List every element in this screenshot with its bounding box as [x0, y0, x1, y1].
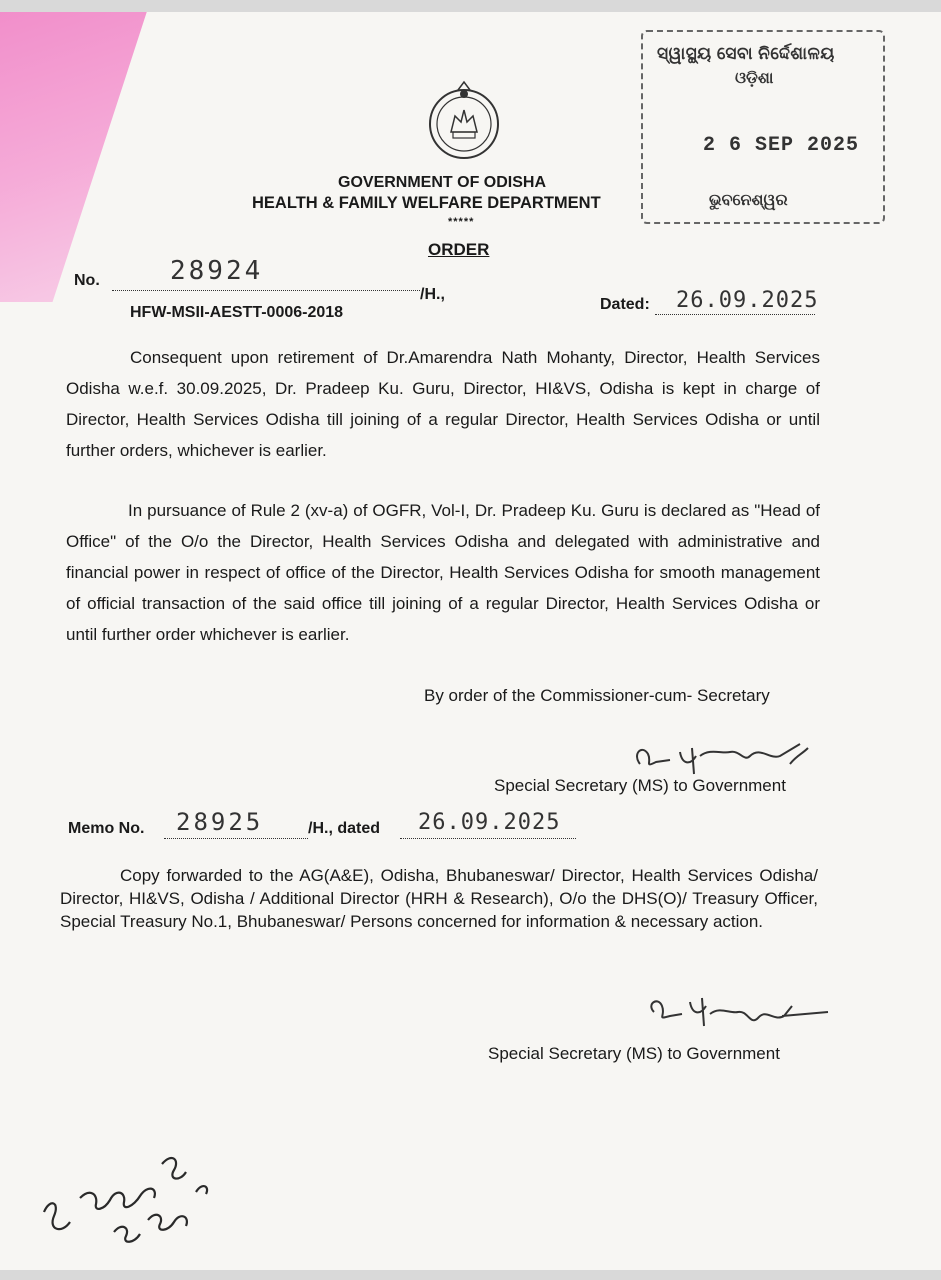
- stamp-state-name: ଓଡ଼ିଶା: [735, 70, 774, 87]
- by-order-line: By order of the Commissioner-cum- Secretary: [424, 686, 770, 705]
- memo-dated-label: /H., dated: [308, 820, 381, 837]
- order-paragraph-1: Consequent upon retirement of Dr.Amarendra Nath Mohanty, Director, Health Services Odisha w.e.f. 30.09.2025, Dr. Pradeep Ku. Guru, Director, HI&VS, Odisha is kept in charge of Director, Health Services Odisha till joining of a regular Director, Health Services Odisha or until further orders, whichever is earlier.: [66, 348, 820, 460]
- memo-no-value: 28925: [176, 808, 264, 836]
- signatory-1: Special Secretary (MS) to Government: [494, 776, 786, 795]
- order-no-label: No.: [74, 272, 100, 289]
- memo-dated-value: 26.09.2025: [418, 810, 561, 835]
- order-title: ORDER: [428, 240, 490, 259]
- order-no-value: 28924: [170, 256, 264, 286]
- stamp-date: 2 6 SEP 2025: [703, 134, 860, 157]
- stamp-office-name: ସ୍ୱାସ୍ଥ୍ୟ ସେବା ନିର୍ଦ୍ଦେଶାଳୟ: [657, 44, 835, 63]
- copy-forwarded-text: Copy forwarded to the AG(A&E), Odisha, Bhubaneswar/ Director, Health Services Odisha/ Director, HI&VS, Odisha / Additional Director (HRH & Research), O/o the DHS(O)/ Treasury Officer, Special Treasury No.1, Bhubaneswar/ Persons concerned for information & necessary action.: [60, 866, 818, 931]
- dated-label: Dated:: [600, 296, 650, 313]
- dated-value: 26.09.2025: [676, 288, 819, 313]
- signatory-2: Special Secretary (MS) to Government: [488, 1044, 780, 1063]
- order-paragraph-2: In pursuance of Rule 2 (xv-a) of OGFR, Vol-I, Dr. Pradeep Ku. Guru is declared as "Head of Office" of the O/o the Director, Health Services Odisha and delegated with administrative and financial power in respect of office of the Director, Health Services Odisha for smooth management of official transaction of the said office till joining of a regular Director, Health Services Odisha or until further order whichever is earlier.: [66, 501, 820, 644]
- memo-label: Memo No.: [68, 820, 145, 837]
- file-number: HFW-MSII-AESTT-0006-2018: [130, 304, 344, 321]
- header-stars: *****: [448, 216, 475, 228]
- stamp-city-name: ଭୁବନେଶ୍ୱର: [709, 192, 788, 209]
- document-page: [0, 12, 941, 1270]
- signature-2: [642, 992, 832, 1048]
- dated-line: [655, 314, 815, 315]
- receipt-stamp: [641, 30, 885, 224]
- government-title: GOVERNMENT OF ODISHA: [338, 174, 547, 191]
- memo-dated-line: [400, 838, 576, 839]
- memo-no-line: [164, 838, 308, 839]
- handwritten-receipt-note: [30, 1102, 230, 1252]
- order-no-line: [112, 290, 420, 291]
- department-title: HEALTH & FAMILY WELFARE DEPARTMENT: [252, 194, 601, 212]
- odisha-emblem-icon: [425, 74, 503, 172]
- pink-paper-corner: [0, 12, 150, 302]
- order-suffix: /H.,: [420, 286, 445, 303]
